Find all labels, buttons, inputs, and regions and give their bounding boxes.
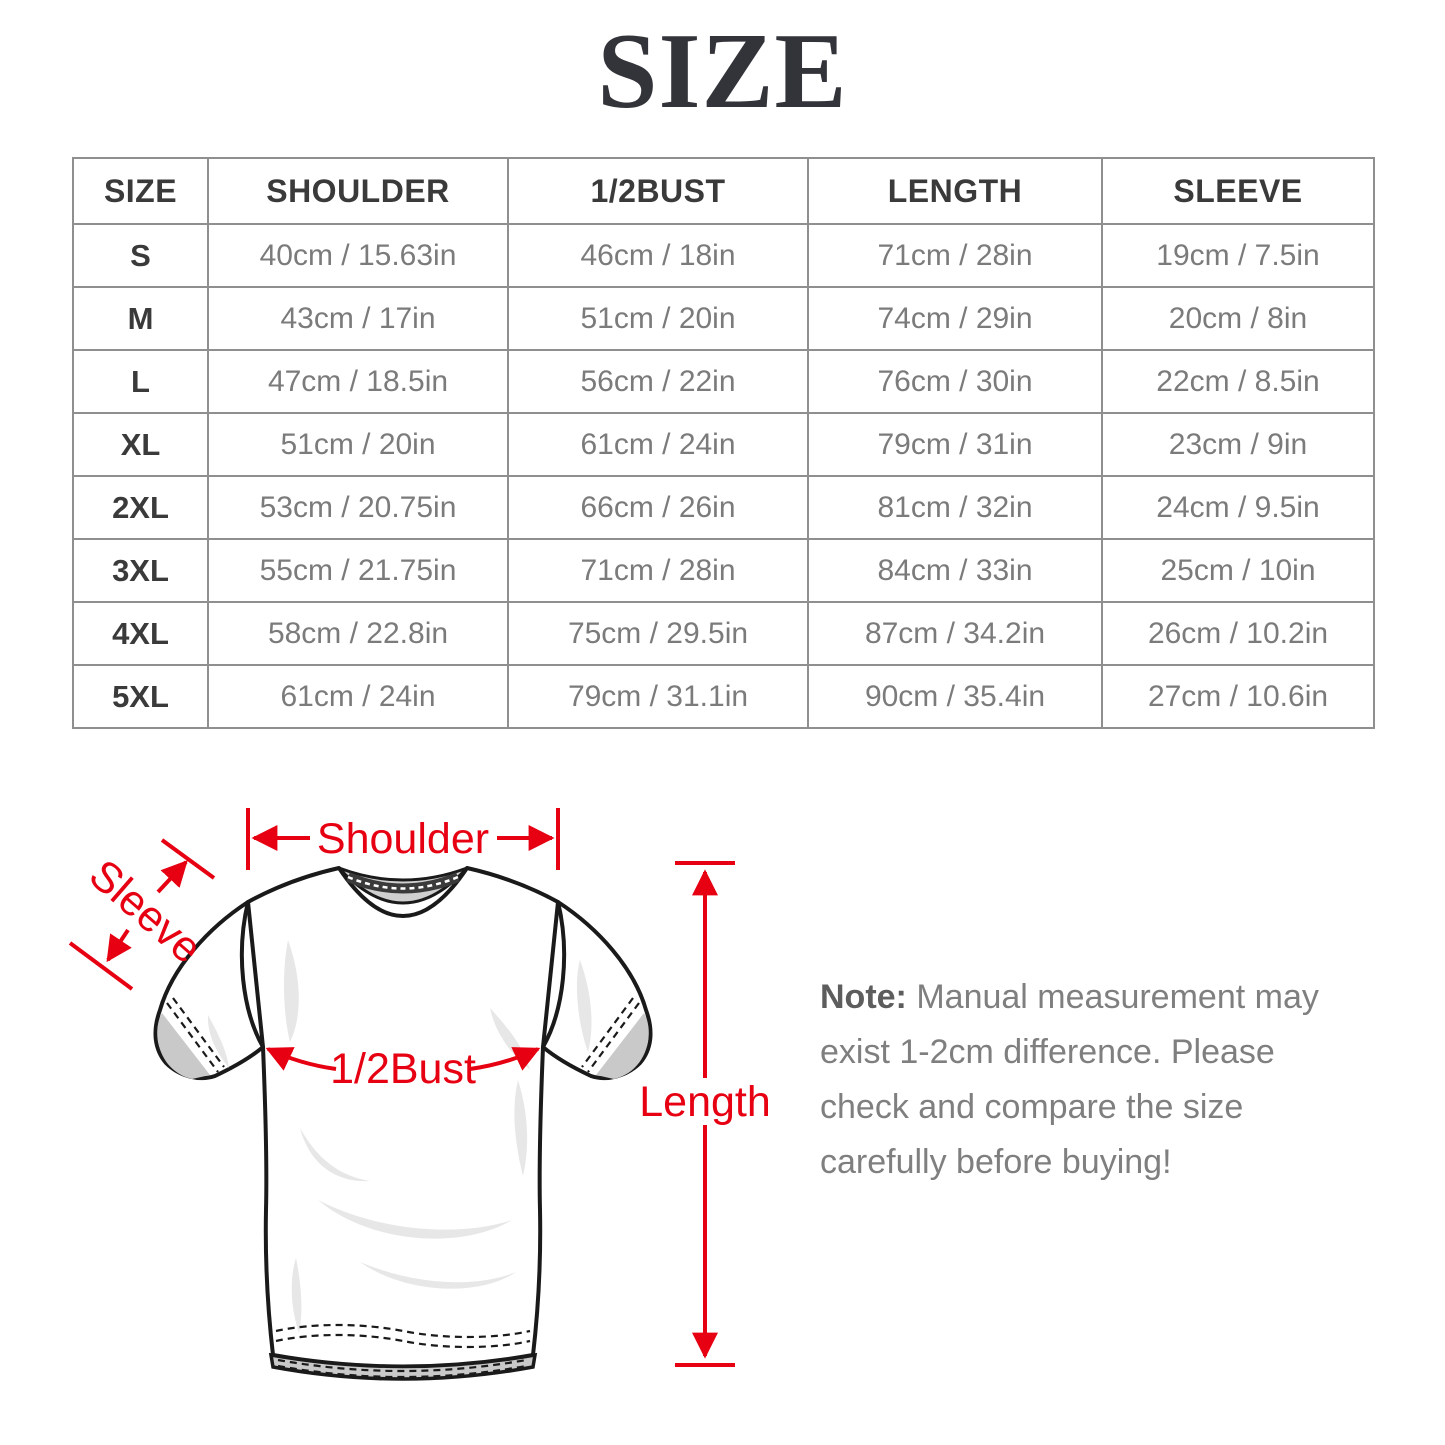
sleeve-cell: 23cm / 9in (1102, 413, 1374, 476)
bust-cell: 71cm / 28in (508, 539, 808, 602)
table-row (73, 602, 1374, 665)
length-cell: 74cm / 29in (808, 287, 1102, 350)
table-row (73, 350, 1374, 413)
shoulder-annotation (248, 808, 558, 870)
page-title: SIZE (597, 12, 848, 131)
length-cell: 76cm / 30in (808, 350, 1102, 413)
length-annotation (639, 863, 771, 1365)
bust-cell: 79cm / 31.1in (508, 665, 808, 728)
size-cell: 3XL (73, 539, 208, 602)
sleeve-cell: 20cm / 8in (1102, 287, 1374, 350)
tshirt-diagram (60, 780, 820, 1440)
shoulder-label: Shoulder (316, 815, 490, 863)
left-cuff-shade (157, 1013, 210, 1079)
bust-arrow-left (268, 1049, 336, 1069)
bust-cell: 66cm / 26in (508, 476, 808, 539)
header-shoulder: SHOULDER (208, 158, 508, 224)
note-text (820, 970, 1360, 1190)
length-label: Length (639, 1078, 771, 1126)
note-line: check and compare the size (820, 1088, 1244, 1126)
shoulder-cell: 53cm / 20.75in (208, 476, 508, 539)
size-cell: L (73, 350, 208, 413)
sleeve-cell: 22cm / 8.5in (1102, 350, 1374, 413)
bust-cell: 75cm / 29.5in (508, 602, 808, 665)
shoulder-cell: 43cm / 17in (208, 287, 508, 350)
sleeve-arrow-upper (158, 862, 186, 892)
bust-annotation (268, 1045, 538, 1093)
bust-cell: 46cm / 18in (508, 224, 808, 287)
note-line: Note: Manual measurement may (820, 978, 1319, 1016)
shoulder-cell: 40cm / 15.63in (208, 224, 508, 287)
sleeve-cell: 25cm / 10in (1102, 539, 1374, 602)
size-table (72, 157, 1375, 729)
sleeve-tick-lower (70, 943, 132, 989)
bust-label: 1/2Bust (330, 1045, 476, 1093)
hem-band (271, 1355, 535, 1379)
length-cell: 84cm / 33in (808, 539, 1102, 602)
sleeve-cell: 24cm / 9.5in (1102, 476, 1374, 539)
size-cell: M (73, 287, 208, 350)
size-cell: XL (73, 413, 208, 476)
table-row (73, 476, 1374, 539)
table-row (73, 224, 1374, 287)
length-cell: 81cm / 32in (808, 476, 1102, 539)
shoulder-cell: 47cm / 18.5in (208, 350, 508, 413)
sleeve-annotation (70, 840, 214, 989)
size-cell: S (73, 224, 208, 287)
size-cell: 2XL (73, 476, 208, 539)
note-label: Note: (820, 978, 907, 1016)
table-row (73, 539, 1374, 602)
sleeve-arrow-lower (108, 930, 128, 960)
length-cell: 71cm / 28in (808, 224, 1102, 287)
sleeve-cell: 26cm / 10.2in (1102, 602, 1374, 665)
header-sleeve: SLEEVE (1102, 158, 1374, 224)
length-cell: 79cm / 31in (808, 413, 1102, 476)
bust-cell: 56cm / 22in (508, 350, 808, 413)
table-header-row (73, 158, 1374, 224)
note-line: exist 1-2cm difference. Please (820, 1033, 1275, 1071)
bust-cell: 61cm / 24in (508, 413, 808, 476)
length-cell: 90cm / 35.4in (808, 665, 1102, 728)
shoulder-cell: 55cm / 21.75in (208, 539, 508, 602)
shoulder-cell: 51cm / 20in (208, 413, 508, 476)
shoulder-cell: 61cm / 24in (208, 665, 508, 728)
size-cell: 4XL (73, 602, 208, 665)
bust-cell: 51cm / 20in (508, 287, 808, 350)
sleeve-label: Sleeve (79, 850, 211, 973)
header-bust: 1/2BUST (508, 158, 808, 224)
table-row (73, 413, 1374, 476)
tshirt-illustration (155, 868, 650, 1379)
table-row (73, 287, 1374, 350)
sleeve-tick-upper (162, 840, 214, 878)
size-cell: 5XL (73, 665, 208, 728)
right-cuff-shade (596, 1013, 649, 1079)
shoulder-cell: 58cm / 22.8in (208, 602, 508, 665)
length-cell: 87cm / 34.2in (808, 602, 1102, 665)
header-size: SIZE (73, 158, 208, 224)
sleeve-cell: 27cm / 10.6in (1102, 665, 1374, 728)
note-line: carefully before buying! (820, 1143, 1172, 1181)
table-row (73, 665, 1374, 728)
sleeve-cell: 19cm / 7.5in (1102, 224, 1374, 287)
header-length: LENGTH (808, 158, 1102, 224)
